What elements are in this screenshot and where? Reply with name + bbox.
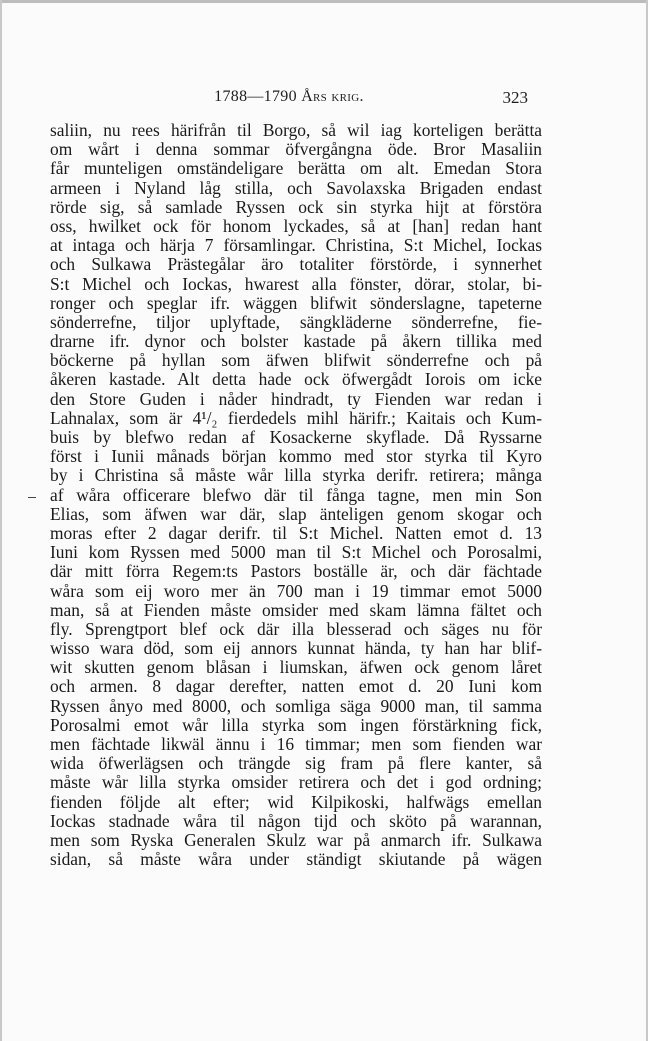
text-line: sidan, så måste wåra under ständigt skiutande på wägen [50, 849, 542, 870]
text-line: ronger och speglar ifr. wäggen blifwit sönderslagne, tapeterne [50, 292, 542, 313]
text-line: där mitt förra Regem:ts Pastors boställe är, och där fächtade [50, 561, 542, 582]
text-line: den Store Guden i nåder hindradt, ty Fienden war redan i [50, 388, 542, 409]
text-line: sönderrefne, tiljor uplyftade, sängkläderne sönderrefne, fie- [50, 311, 542, 332]
text-line: om wårt i denna sommar öfvergångna öde. Bror Masaliin [50, 139, 542, 160]
text-line: wisso wara död, som eij annors kunnat hända, ty han har blif- [50, 638, 542, 659]
text-line: wit skutten genom blåsan i liumskan, äfwen ock genom låret [50, 657, 542, 678]
text-line: åkeren kastade. Alt detta hade ock öfwergådt Iorois om icke [50, 369, 542, 390]
text-line: at intaga och härja 7 församlingar. Christina, S:t Michel, Iockas [50, 235, 542, 256]
text-line: Porosalmi emot wår lilla styrka som ingen förstärkning fick, [50, 714, 542, 735]
text-line: fly. Sprengtport blef ock där illa blesserad och säges nu för [50, 618, 542, 639]
text-line: men som Ryska Generalen Skulz war på anmarch ifr. Sulkawa [50, 829, 542, 850]
text-line: Ryssen ånyo med 8000, och somliga säga 9000 man, til samma [50, 695, 542, 716]
text-line: saliin, nu rees härifrån til Borgo, så wil iag korteligen berätta [50, 120, 542, 140]
text-line: moras efter 2 dagar derifr. til S:t Michel. Natten emot d. 13 [50, 522, 542, 543]
running-title [50, 88, 528, 106]
text-line: men fächtade likwäl ännu i 16 timmar; men som fienden war [50, 734, 542, 754]
running-head [50, 88, 528, 108]
text-line: by i Christina så måste wår lilla styrka derifr. retirera; många [50, 465, 542, 486]
text-line: drarne ifr. dynor och bolster kastade på åkern tillika med [50, 331, 542, 352]
text-line: af wåra officerare blefwo där til fånga tagne, men min Son [50, 484, 542, 505]
text-line: oss, hwilket ock för honom lyckades, så at [han] redan hant [50, 215, 542, 236]
text-line: måste wår lilla styrka omsider retirera och det i god ordning; [50, 772, 542, 793]
text-line: buis by blefwo redan af Kosackerne skyflade. Då Ryssarne [50, 427, 542, 447]
header-years: 1788—1790 [214, 88, 297, 105]
text-line: armeen i Nyland låg stilla, och Savolaxska Brigaden endast [50, 177, 542, 198]
text-line: och armen. 8 dagar derefter, natten emot d. 20 Iuni kom [50, 676, 542, 697]
page-number: 323 [502, 88, 528, 107]
text-line: böckerne på hyllan som äfwen blifwit sönderrefne och på [50, 350, 542, 371]
text-line: fienden följde alt efter; wid Kilpikoski, halfwägs emellan [50, 791, 542, 812]
text-line: får munteligen omständeligare berätta om alt. Emedan Stora [50, 158, 542, 179]
text-line: man, så at Fienden måste omsider med skam lämna fältet och [50, 599, 542, 620]
page-top-edge [0, 0, 648, 3]
text-line: S:t Michel och Iockas, hwarest alla fönster, dörar, stolar, bi- [50, 273, 542, 294]
header-title-word1: Års [301, 88, 328, 105]
text-line: Elias, som äfwen war där, slap änteligen genom skogar och [50, 503, 542, 524]
page-left-edge [0, 0, 2, 1041]
text-line: och Sulkawa Prästegålar äro totaliter förstörde, i synnerhet [50, 254, 542, 275]
margin-mark [28, 497, 36, 498]
text-line: rörde sig, så samlade Ryssen ock sin styrka hijt at förstöra [50, 196, 542, 217]
text-line: Lahnalax, som är 4¹/₂ fierdedels mihl härifr.; Kaitais och Kum- [50, 407, 542, 428]
text-line: Iuni kom Ryssen med 5000 man til S:t Michel och Porosalmi, [50, 542, 542, 563]
text-line: Iockas stadnade wåra til någon tijd och sköto på warannan, [50, 810, 542, 831]
text-line: wida öfwerlägsen och trängde sig fram på flere kanter, så [50, 753, 542, 774]
body-text [50, 121, 542, 869]
text-line: först i Iunii månads början kommo med stor styrka til Kyro [50, 446, 542, 467]
text-line: wåra som eij woro mer än 700 man i 19 timmar emot 5000 [50, 580, 542, 601]
header-title-word2: krig. [331, 88, 364, 105]
